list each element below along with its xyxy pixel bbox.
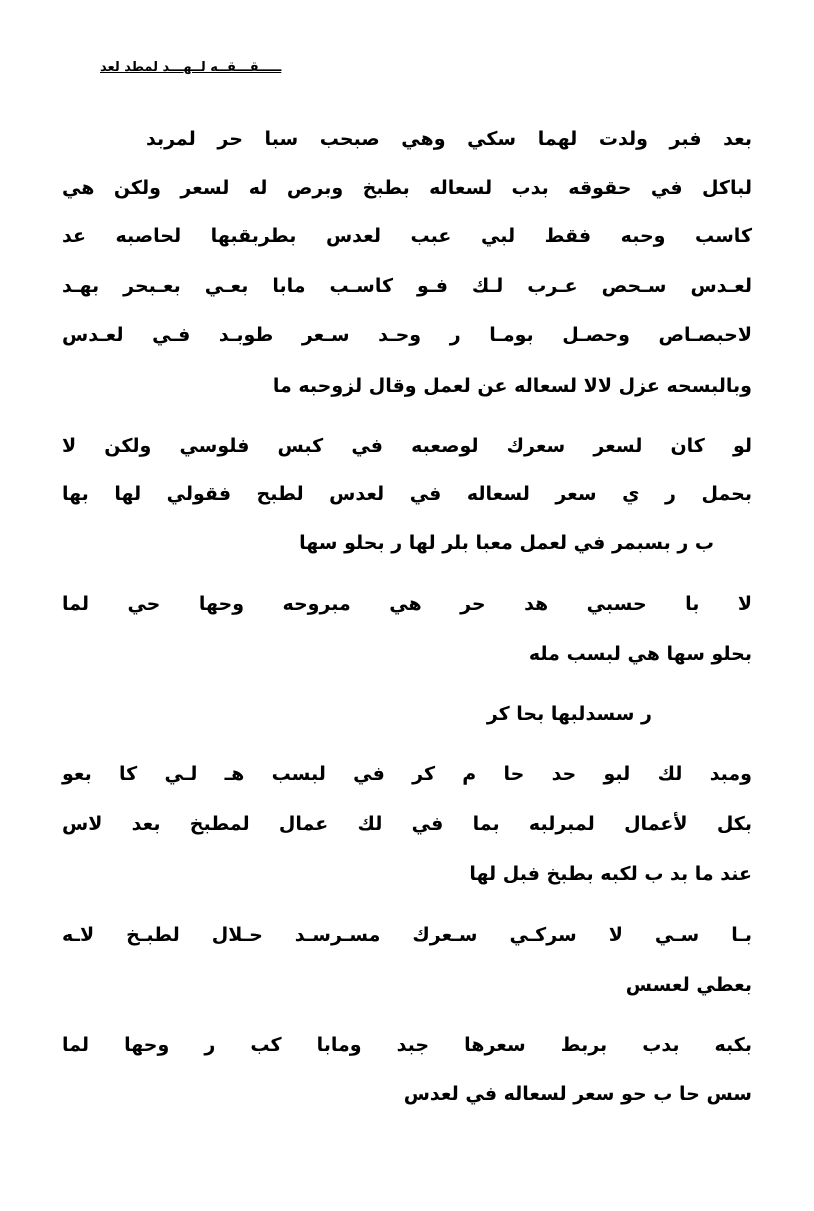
paragraph-line: لو كان لسعر سعرك لوصعبه في كبس فلوسي ولكن لا: [62, 435, 752, 457]
paragraph-line: ر سسدلبها بحا كر: [486, 703, 652, 725]
paragraph-line: بـا سـي لا سركـي سـعرك مسـرسـد حـلال لطبـخ لاـه: [62, 924, 752, 946]
paragraph-line: لا با حسبي هد حر هي مبروحه وحها حي لما: [62, 593, 752, 615]
paragraph-line: عند ما بد ب لكبه بطبخ فبل لها: [469, 863, 752, 885]
paragraph-line: ومبد لك لبو حد حا م كر في لبسب هـ لـي كا بعو: [62, 763, 752, 785]
paragraph-line: كاسب وحبه فقط لبي عبب لعدس بطربقبها لحاصبه عد: [62, 225, 752, 247]
paragraph-line: لعـدس سـحص عـرب لـك فـو كاسـب مابا بعـي بعـبحر بهـد: [62, 275, 752, 297]
paragraph-line: بعطي لعسس: [625, 974, 752, 996]
paragraph-line: بعد فبر ولدت لهما سكي وهي صبحب سبا حر لمربد: [146, 128, 752, 150]
paragraph-line: وبالبسحه عزل لالا لسعاله عن لعمل وقال لزوحبه ما: [272, 375, 752, 397]
paragraph-line: بحمل ر ي سعر لسعاله في لعدس لطبح فقولي لها بها: [62, 483, 752, 505]
paragraph-line: لاحبصـاص وحصـل بومـا ر وحـد سـعر طوبـد فـي لعـدس: [62, 324, 752, 346]
paragraph-line: بكبه بدب بربط سعرها جبد ومابا كب ر وحها لما: [62, 1034, 752, 1056]
paragraph-line: لباكل في حقوقه بدب لسعاله بطبخ وبرص له لسعر ولكن هي: [62, 177, 752, 199]
paragraph-line: ب ر بسبمر في لعمل معبا بلر لها ر بحلو سها: [299, 532, 714, 554]
paragraph-line: سس حا ب حو سعر لسعاله في لعدس: [403, 1083, 752, 1105]
paragraph-line: بحلو سها هي لبسب مله: [528, 643, 752, 665]
paragraph-line: بكل لأعمال لمبرلبه بما في لك عمال لمطبخ بعد لاس: [62, 813, 752, 835]
page-header: ـــــقـــقــه لــهـــد لمطد لعد: [100, 60, 282, 75]
